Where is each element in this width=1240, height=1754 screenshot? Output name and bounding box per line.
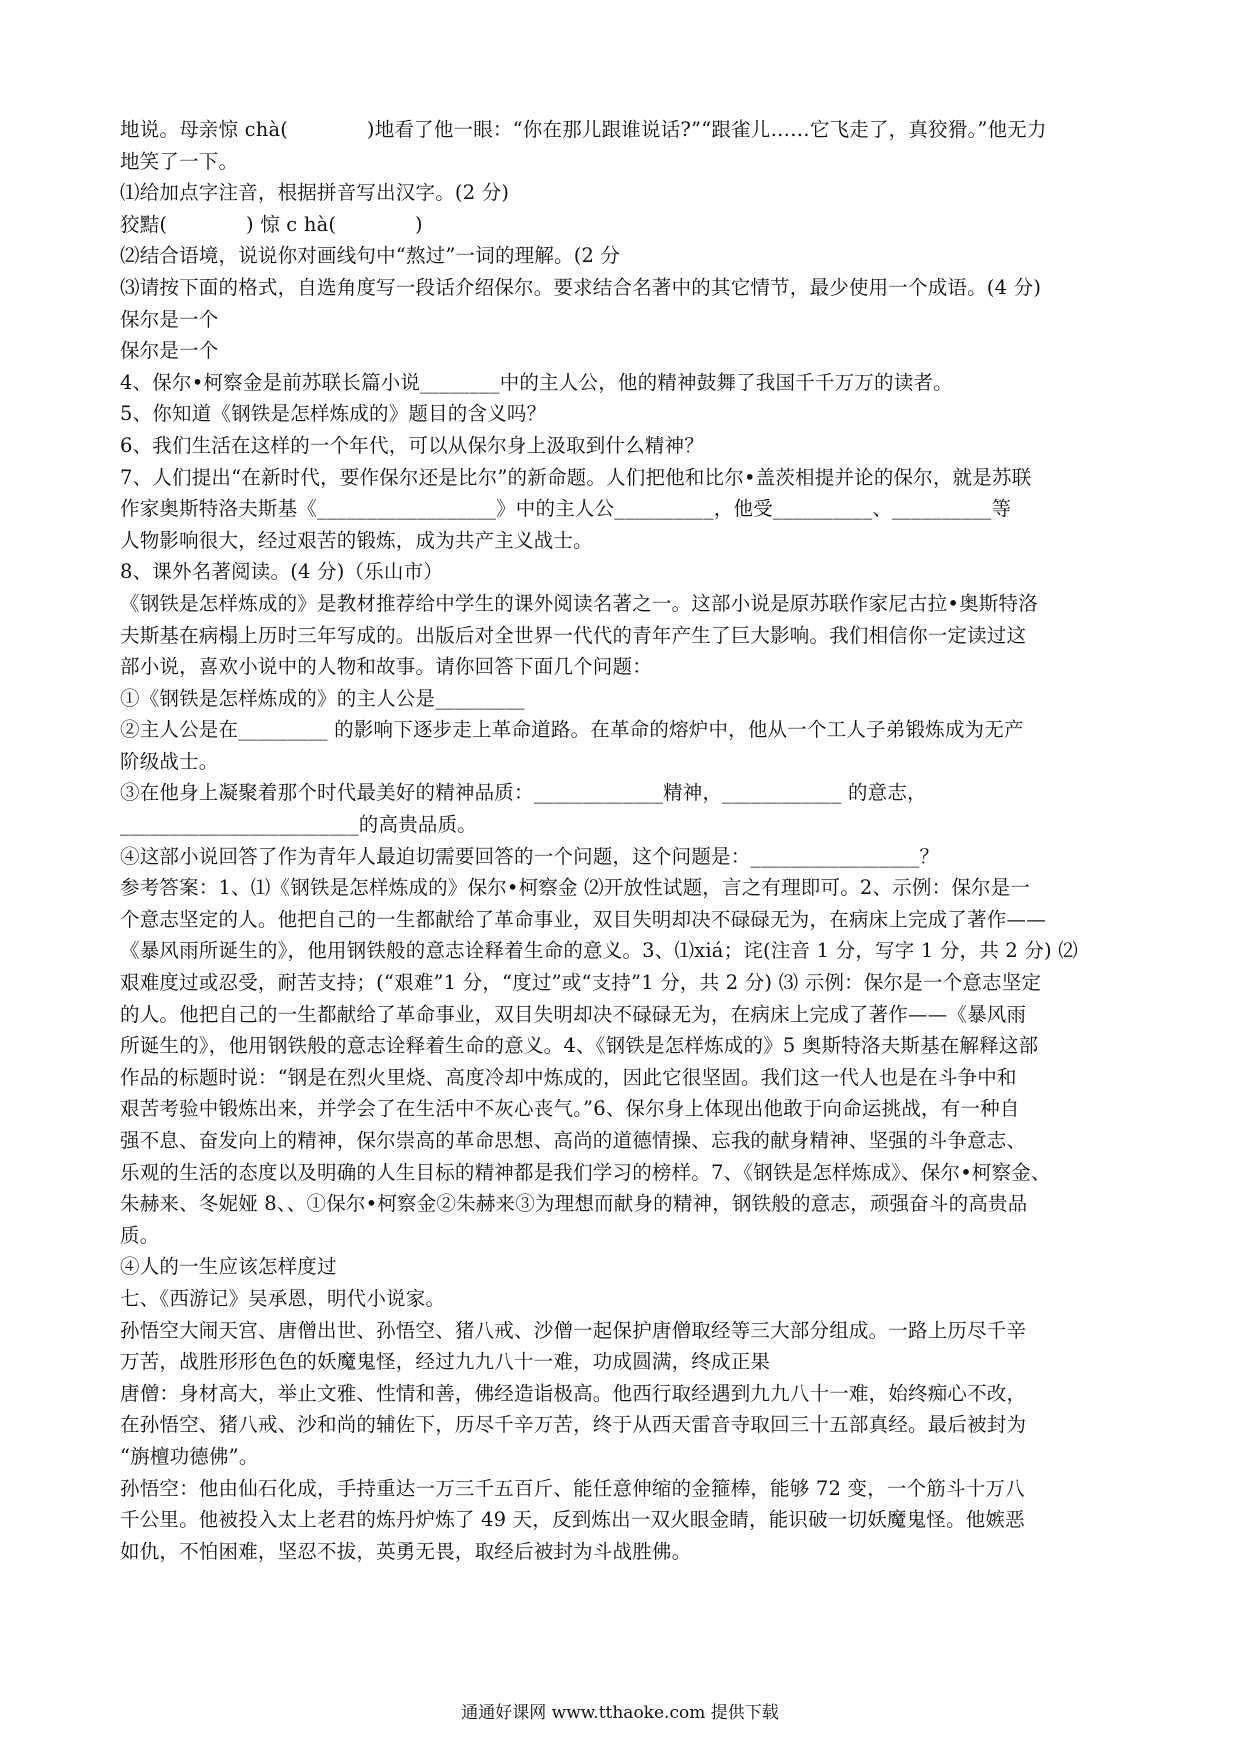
text-line: 4、保尔•柯察金是前苏联长篇小说________中的主人公，他的精神鼓舞了我国千千万万的读者。 [120,370,953,394]
text-line: 阶级战士。 [120,749,219,773]
text-line: 夫斯基在病榻上历时三年写成的。出版后对全世界一代代的青年产生了巨大影响。我们相信你一定读过这 [120,623,1027,647]
text-line: 作品的标题时说：“钢是在烈火里烧、高度冷却中炼成的，因此它很坚固。我们这一代人也是在斗争中和 [120,1065,1017,1089]
text-line: 5、你知道《钢铁是怎样炼成的》题目的含义吗？ [120,402,547,426]
text-line: 地说。母亲惊 chà( )地看了他一眼：“你在那儿跟谁说话?”“跟雀儿……它飞走了，真狡猾。”他无力 [120,118,1047,141]
text-line: 如仇，不怕困难，坚忍不拔，英勇无畏，取经后被封为斗战胜佛。 [120,1539,692,1563]
text-line: ③在他身上凝聚着那个时代最美好的精神品质：_____________精神，____________ 的意志， [120,781,927,805]
text-line: 8、课外名著阅读。(4 分)（乐山市） [120,560,444,584]
text-line: 乐观的生活的态度以及明确的人生目标的精神都是我们学习的榜样。7、《钢铁是怎样炼成》、保尔•柯察金、 [120,1160,1051,1184]
text-line: ⑶请按下面的格式，自选角度写一段话介绍保尔。要求结合名著中的其它情节，最少使用一个成语。(4 分) [120,275,1042,299]
text-line: 孙悟空：他由仙石化成，手持重达一万三千五百斤、能任意伸缩的金箍棒，能够 72 变，一个筋斗十万八 [120,1476,1025,1500]
text-line: 个意志坚定的人。他把自己的一生都献给了革命事业，双目失明却决不碌碌无为，在病床上完成了著作—— [120,907,1046,931]
text-line: 万苦，战胜形形色色的妖魔鬼怪，经过九九八十一难，功成圆满，终成正果 [120,1350,771,1374]
text-line: 保尔是一个 [120,307,219,331]
text-line: ⑵结合语境，说说你对画线句中“熬过”一词的理解。(2 分 [120,244,621,268]
text-line: 地笑了一下。 [120,149,239,173]
text-line: “旃檀功德佛”。 [120,1444,259,1468]
text-line: 《钢铁是怎样炼成的》是教材推荐给中学生的课外阅读名著之一。这部小说是原苏联作家尼古拉•奥斯特洛 [120,591,1038,615]
text-line: 强不息、奋发向上的精神，保尔崇高的革命思想、高尚的道德情操、忘我的献身精神、坚强的斗争意志、 [120,1129,1027,1152]
text-line: 艰苦考验中锻炼出来，并学会了在生活中不灰心丧气。”6、保尔身上体现出他敢于向命运挑战，有一种自 [120,1097,1020,1121]
text-line: 在孙悟空、猪八戒、沙和尚的辅佐下，历尽千辛万苦，终于从西天雷音寺取回三十五部真经。最后被封为 [120,1413,1027,1437]
text-line: ⑴给加点字注音，根据拼音写出汉字。(2 分) [120,181,510,205]
page-footer: 通通好课网 www.tthaoke.com 提供下载 [461,1703,779,1723]
text-line: ①《钢铁是怎样炼成的》的主人公是_________ [120,686,525,710]
text-line: 的人。他把自己的一生都献给了革命事业，双目失明却决不碌碌无为，在病床上完成了著作——《暴风雨 [120,1002,1027,1026]
document-body [120,114,1126,1567]
text-line: 保尔是一个 [120,339,219,363]
text-line: 孙悟空大闹天宫、唐僧出世、孙悟空、猪八戒、沙僧一起保护唐僧取经等三大部分组成。一路上历尽千辛 [120,1318,1027,1342]
text-line: 艰难度过或忍受，耐苦支持；(“艰难”1 分，“度过”或“支持”1 分，共 2 分) ⑶ 示例：保尔是一个意志坚定 [120,971,1042,995]
text-line: 作家奥斯特洛夫斯基《__________________》中的主人公__________，他受__________、__________等 [120,497,1012,521]
text-line: 参考答案：1、⑴《钢铁是怎样炼成的》保尔•柯察金 ⑵开放性试题，言之有理即可。2、示例：保尔是一 [120,876,1031,900]
text-line: ________________________的高贵品质。 [120,813,477,837]
text-line: 朱赫来、冬妮娅 8、、①保尔•柯察金②朱赫来③为理想而献身的精神，钢铁般的意志，顽强奋斗的高贵品 [120,1192,1028,1216]
text-line: 人物影响很大，经过艰苦的锻炼，成为共产主义战士。 [120,528,593,552]
text-line: 《暴风雨所诞生的》，他用钢铁般的意志诠释着生命的意义。3、⑴xiá；诧(注音 1 分，写字 1 分，共 2 分) ⑵ [120,939,1078,963]
text-line: 7、人们提出“在新时代，要作保尔还是比尔”的新命题。人们把他和比尔•盖茨相提并论的保尔，就是苏联 [120,465,1032,489]
text-line: ④人的一生应该怎样度过 [120,1255,337,1279]
text-line: 质。 [120,1223,160,1247]
text-line: 唐僧：身材高大，举止文雅、性情和善，佛经造诣极高。他西行取经遇到九九八十一难，始终痴心不改， [120,1381,1027,1405]
text-line: 千公里。他被投入太上老君的炼丹炉炼了 49 天，反到炼出一双火眼金睛，能识破一切妖魔鬼怪。他嫉恶 [120,1508,1025,1532]
text-line: 6、我们生活在这样的一个年代，可以从保尔身上汲取到什么精神？ [120,433,704,457]
text-line: 部小说，喜欢小说中的人物和故事。请你回答下面几个问题： [120,655,652,679]
text-line: 狡黠( ) 惊 c hà( ) [120,212,423,236]
text-line: 所诞生的》，他用钢铁般的意志诠释着生命的意义。4、《钢铁是怎样炼成的》5 奥斯特洛夫斯基在解释这部 [120,1034,1039,1058]
text-line: 七、《西游记》吴承恩，明代小说家。 [120,1286,446,1310]
text-line: ②主人公是在_________ 的影响下逐步走上革命道路。在革命的熔炉中，他从一个工人子弟锻炼成为无产 [120,718,1024,742]
text-line: ④这部小说回答了作为青年人最迫切需要回答的一个问题，这个问题是：_________________？ [120,844,940,868]
